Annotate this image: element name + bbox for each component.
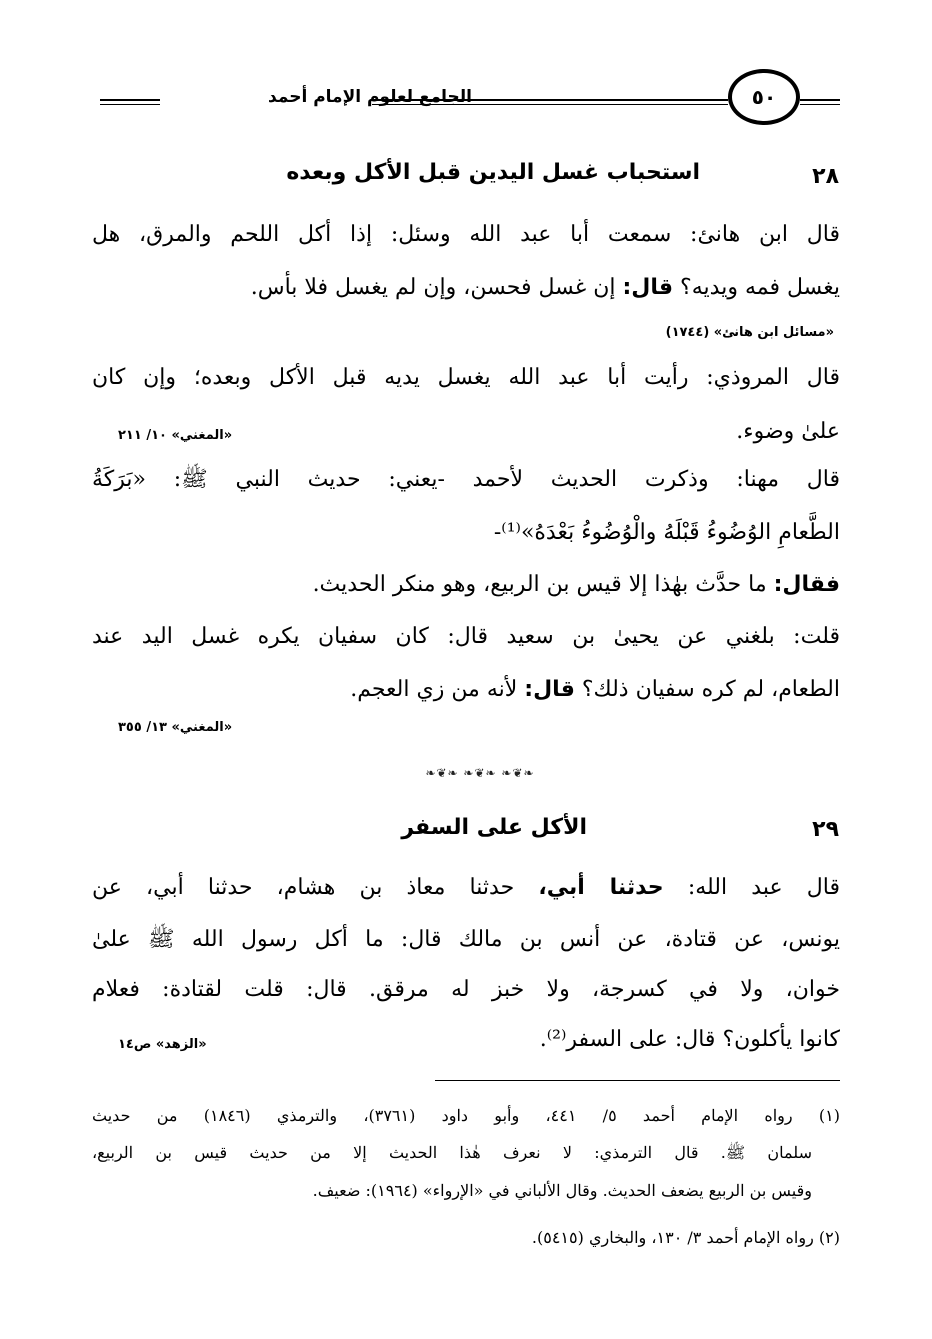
footnote-line: (٢) رواه الإمام أحمد ٣/ ١٣٠، والبخاري (٥٤١٥). xyxy=(531,1228,840,1247)
text-span: الطعام، لم كره سفيان ذلك؟ xyxy=(574,677,840,702)
footnote-line: (١) رواه الإمام أحمد ٥/ ٤٤١، وأبو داود (٣٧٦١)، والترمذي (١٨٤٦) من حديث xyxy=(92,1106,840,1125)
paragraph-line: الطَّعامِ الوُضُوءُ قَبْلَهُ والْوُضُوءُ بَعْدَهُ»⁽¹⁾- xyxy=(493,520,840,545)
source-citation: «المغني» ١٣/ ٣٥٥ xyxy=(118,720,233,735)
source-citation: «الزهد» ص١٤ xyxy=(118,1037,207,1052)
speaker-label: قال: xyxy=(524,677,575,702)
paragraph-line xyxy=(313,570,840,600)
text-span: إن غسل فحسن، وإن لم يغسل فلا بأس. xyxy=(250,275,623,300)
page-number: ٥٠ xyxy=(728,69,800,125)
source-citation: «مسائل ابن هانئ» (١٧٤٤) xyxy=(665,325,834,340)
isnad-label: حدثنا أبي، xyxy=(538,875,664,900)
speaker-label: قال: xyxy=(622,275,674,300)
paragraph-line: كانوا يأكلون؟ قال: على السفر⁽²⁾. xyxy=(539,1027,840,1052)
footnote-line: وقيس بن الربيع يضعف الحديث. وقال الألباني في «الإرواء» (١٩٦٤): ضعيف. xyxy=(312,1181,812,1200)
paragraph-line xyxy=(92,873,840,903)
text-span: قال عبد الله: xyxy=(663,875,840,900)
paragraph-line: علىٰ وضوء. xyxy=(736,419,840,444)
section-title: الأكل على السفر xyxy=(401,815,587,840)
paragraph-line xyxy=(251,273,840,303)
footnote-rule xyxy=(435,1080,840,1081)
running-header xyxy=(100,65,840,135)
section-number: ٢٩ xyxy=(812,817,839,842)
text-span: لأنه من زي العجم. xyxy=(350,677,525,702)
paragraph-line: قال ابن هانئ: سمعت أبا عبد الله وسئل: إذا أكل اللحم والمرق، هل xyxy=(92,222,840,247)
section-divider-ornament: ❧❦❧ ❧❦❧ ❧❦❧ xyxy=(425,766,535,780)
header-rule-left xyxy=(100,99,160,105)
paragraph-line: قال مهنا: وذكرت الحديث لأحمد -يعني: حديث النبي ﷺ: «بَرَكَةُ xyxy=(92,467,840,492)
speaker-label: فقال: xyxy=(773,572,840,597)
section-title: استحباب غسل اليدين قبل الأكل وبعده xyxy=(286,160,700,185)
text-span: حدثنا معاذ بن هشام، حدثنا أبي، عن xyxy=(92,875,539,900)
text-span: ما حدَّث بهٰذا إلا قيس بن الربيع، وهو منكر الحديث. xyxy=(312,572,774,597)
text-span: يغسل فمه ويديه؟ xyxy=(673,275,840,300)
paragraph-line xyxy=(350,675,840,705)
header-rule-right xyxy=(800,99,840,105)
section-number: ٢٨ xyxy=(812,164,839,189)
footnote-line: سلمان ﷺ. قال الترمذي: لا نعرف هٰذا الحديث إلا من حديث قيس بن الربيع، xyxy=(92,1143,812,1162)
paragraph-line: قال المروذي: رأيت أبا عبد الله يغسل يديه قبل الأكل وبعده؛ وإن كان xyxy=(92,365,840,390)
header-rule-middle xyxy=(372,99,728,105)
paragraph-line: يونس، عن قتادة، عن أنس بن مالك قال: ما أكل رسول الله ﷺ علىٰ xyxy=(92,927,840,952)
running-title: الجامع لعلوم الإمام أحمد xyxy=(268,87,472,107)
paragraph-line: خوان، ولا في كسرجة، ولا خبز له مرقق. قال: قلت لقتادة: فعلام xyxy=(92,977,840,1002)
paragraph-line: قلت: بلغني عن يحيىٰ بن سعيد قال: كان سفيان يكره غسل اليد عند xyxy=(92,624,840,649)
source-citation: «المغني» ١٠/ ٢١١ xyxy=(118,428,233,443)
